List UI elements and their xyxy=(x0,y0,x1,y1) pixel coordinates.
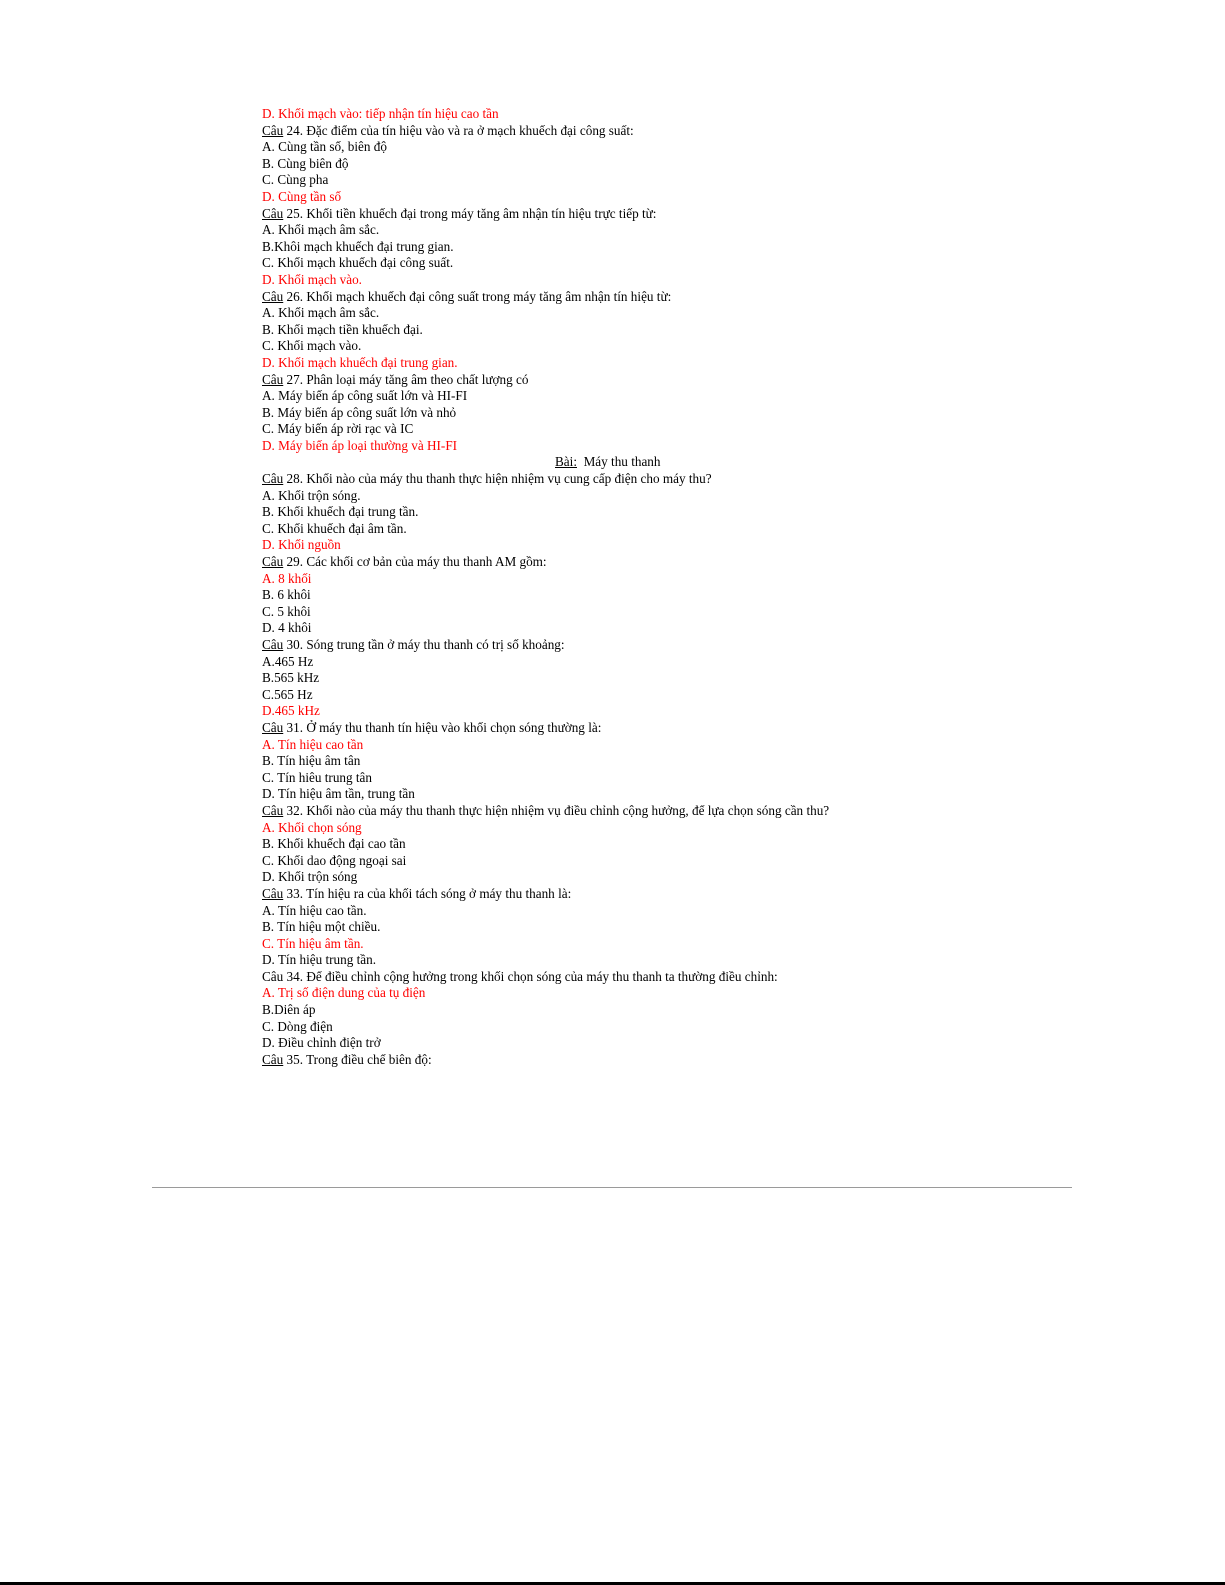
line-text: A.465 Hz xyxy=(262,653,314,669)
answer-line xyxy=(262,1002,962,1019)
line-text: B.Diên áp xyxy=(262,1002,316,1018)
line-text: A. Trị số điện dung của tụ điện xyxy=(262,985,426,1001)
line-text: 27. Phân loại máy tăng âm theo chất lượng có xyxy=(283,371,529,387)
answer-line xyxy=(262,537,962,554)
line-text: C.565 Hz xyxy=(262,686,313,702)
line-text: A. Khối mạch âm sắc. xyxy=(262,222,380,238)
line-text: C. Tín hiệu âm tần. xyxy=(262,935,364,951)
answer-line xyxy=(262,952,962,969)
line-text: A. 8 khối xyxy=(262,570,312,586)
question-line xyxy=(262,1052,962,1069)
line-text: D. Điều chỉnh điện trở xyxy=(262,1035,381,1051)
answer-line xyxy=(262,388,962,405)
line-text: B.565 kHz xyxy=(262,670,320,686)
page-divider xyxy=(152,1187,1072,1188)
line-text: D.465 kHz xyxy=(262,703,320,719)
answer-line xyxy=(262,488,962,505)
answer-line xyxy=(262,836,962,853)
line-prefix: Câu xyxy=(262,122,284,138)
answer-line xyxy=(262,687,962,704)
line-text: 24. Đặc điểm của tín hiệu vào và ra ở mạch khuếch đại công suất: xyxy=(283,122,634,138)
line-text: A. Khối trộn sóng. xyxy=(262,487,361,503)
line-prefix: Câu xyxy=(262,637,284,652)
line-text: D. Khối mạch vào: tiếp nhận tín hiệu cao tần xyxy=(262,106,499,121)
line-text: C. Khối mạch vào. xyxy=(262,338,362,354)
answer-line xyxy=(262,903,962,920)
question-line xyxy=(262,372,962,389)
answer-line xyxy=(262,604,962,621)
line-text: 33. Tín hiệu ra của khối tách sóng ở máy thu thanh là: xyxy=(283,885,572,901)
line-prefix: Câu xyxy=(262,719,284,735)
line-text: D. 4 khôi xyxy=(262,620,312,636)
answer-line xyxy=(262,820,962,837)
line-text: D. Máy biến áp loại thường và HI-FI xyxy=(262,437,458,453)
line-text: A. Tín hiệu cao tần. xyxy=(262,902,367,918)
line-prefix: Câu xyxy=(262,802,284,818)
answer-line xyxy=(262,703,962,720)
line-text: D. Cùng tần số xyxy=(262,188,342,204)
answer-line xyxy=(262,1019,962,1036)
line-text: D. Khối nguồn xyxy=(262,537,341,553)
answer-line xyxy=(262,587,962,604)
answer-line xyxy=(262,786,962,803)
line-text: B. Cùng biên độ xyxy=(262,155,349,171)
line-text: B. Tín hiệu một chiều. xyxy=(262,919,381,935)
question-line xyxy=(262,720,962,737)
line-text: C. Tín hiêu trung tân xyxy=(262,769,373,785)
line-text: A. Khối mạch âm sắc. xyxy=(262,305,380,321)
line-text: B. 6 khôi xyxy=(262,587,311,603)
line-text: C. Khối khuếch đại âm tần. xyxy=(262,520,407,536)
answer-line xyxy=(262,421,962,438)
line-text: B. Tín hiệu âm tân xyxy=(262,753,361,769)
answer-line xyxy=(262,355,962,372)
question-line xyxy=(262,123,962,140)
line-text: C. 5 khôi xyxy=(262,603,311,619)
answer-line xyxy=(262,239,962,256)
line-text: C. Cùng pha xyxy=(262,172,329,188)
answer-line xyxy=(262,172,962,189)
question-line xyxy=(262,206,962,223)
question-line xyxy=(262,637,962,654)
line-text: B. Khối mạch tiền khuếch đại. xyxy=(262,321,423,337)
answer-line xyxy=(262,969,962,986)
question-line xyxy=(262,289,962,306)
line-text: 30. Sóng trung tần ở máy thu thanh có trị số khoảng: xyxy=(283,637,565,652)
line-text: 35. Trong điều chế biên độ: xyxy=(283,1051,432,1067)
line-text: 28. Khối nào của máy thu thanh thực hiện nhiệm vụ cung cấp điện cho máy thu? xyxy=(283,471,712,487)
question-line xyxy=(262,554,962,571)
line-prefix: Câu xyxy=(262,1051,284,1067)
answer-line xyxy=(262,770,962,787)
question-line xyxy=(262,803,962,820)
answer-line xyxy=(262,255,962,272)
line-text: 25. Khối tiền khuếch đại trong máy tăng âm nhận tín hiệu trực tiếp từ: xyxy=(283,205,657,221)
line-text: D. Khối mạch vào. xyxy=(262,271,362,287)
answer-line xyxy=(262,654,962,671)
answer-line xyxy=(262,853,962,870)
answer-line xyxy=(262,504,962,521)
answer-line xyxy=(262,139,962,156)
answer-line xyxy=(262,571,962,588)
line-text: 31. Ở máy thu thanh tín hiệu vào khối chọn sóng thường là: xyxy=(283,719,602,735)
line-prefix: Câu xyxy=(262,288,284,304)
answer-line xyxy=(262,620,962,637)
question-line xyxy=(262,886,962,903)
answer-line xyxy=(262,189,962,206)
line-text: 32. Khối nào của máy thu thanh thực hiện nhiệm vụ điều chỉnh cộng hưởng, để lựa chọn sóng cần thu? xyxy=(283,802,830,818)
line-prefix: Câu xyxy=(262,885,284,901)
document-body xyxy=(262,106,962,1068)
line-text: C. Máy biến áp rời rạc và IC xyxy=(262,421,414,437)
answer-line xyxy=(262,670,962,687)
line-text: B. Khối khuếch đại cao tần xyxy=(262,836,406,852)
answer-line xyxy=(262,1035,962,1052)
answer-line xyxy=(262,305,962,322)
section-heading xyxy=(262,454,962,471)
line-text: 26. Khối mạch khuếch đại công suất trong máy tăng âm nhận tín hiệu từ: xyxy=(283,288,672,304)
line-text: B.Khôi mạch khuếch đại trung gian. xyxy=(262,238,454,254)
line-text: D. Tín hiệu trung tần. xyxy=(262,952,377,968)
answer-line xyxy=(262,869,962,886)
line-text: B. Khối khuếch đại trung tần. xyxy=(262,504,419,520)
answer-line xyxy=(262,222,962,239)
line-text: C. Khối dao động ngoại sai xyxy=(262,852,407,868)
line-prefix: Câu xyxy=(262,554,284,570)
line-text: A. Tín hiệu cao tần xyxy=(262,736,364,752)
line-text: C. Khối mạch khuếch đại công suất. xyxy=(262,255,454,271)
line-prefix: Câu xyxy=(262,471,284,487)
line-text: A. Máy biến áp công suất lớn và HI-FI xyxy=(262,388,468,404)
line-text: Câu 34. Để điều chỉnh cộng hưởng trong khối chọn sóng của máy thu thanh ta thường điều chỉnh: xyxy=(262,968,778,984)
line-text: D. Tín hiệu âm tần, trung tần xyxy=(262,786,415,802)
answer-line xyxy=(262,272,962,289)
answer-line xyxy=(262,322,962,339)
answer-line xyxy=(262,338,962,355)
answer-line xyxy=(262,405,962,422)
line-prefix: Câu xyxy=(262,205,284,221)
line-text: D. Khối mạch khuếch đại trung gian. xyxy=(262,354,458,370)
line-text: 29. Các khối cơ bản của máy thu thanh AM gồm: xyxy=(283,554,547,570)
answer-line xyxy=(262,438,962,455)
line-text: A. Khối chọn sóng xyxy=(262,819,362,835)
line-text: Máy thu thanh xyxy=(576,454,661,470)
line-text: A. Cùng tần số, biên độ xyxy=(262,139,387,155)
line-prefix: Câu xyxy=(262,371,284,387)
answer-line xyxy=(262,919,962,936)
answer-line xyxy=(262,156,962,173)
line-text: D. Khối trộn sóng xyxy=(262,869,358,885)
answer-line xyxy=(262,936,962,953)
line-text: C. Dòng điện xyxy=(262,1018,333,1034)
answer-line xyxy=(262,985,962,1002)
answer-line xyxy=(262,737,962,754)
answer-line xyxy=(262,753,962,770)
line-prefix: Bài: xyxy=(555,454,577,470)
answer-line xyxy=(262,106,962,123)
question-line xyxy=(262,471,962,488)
line-text: B. Máy biến áp công suất lớn và nhỏ xyxy=(262,404,457,420)
answer-line xyxy=(262,521,962,538)
